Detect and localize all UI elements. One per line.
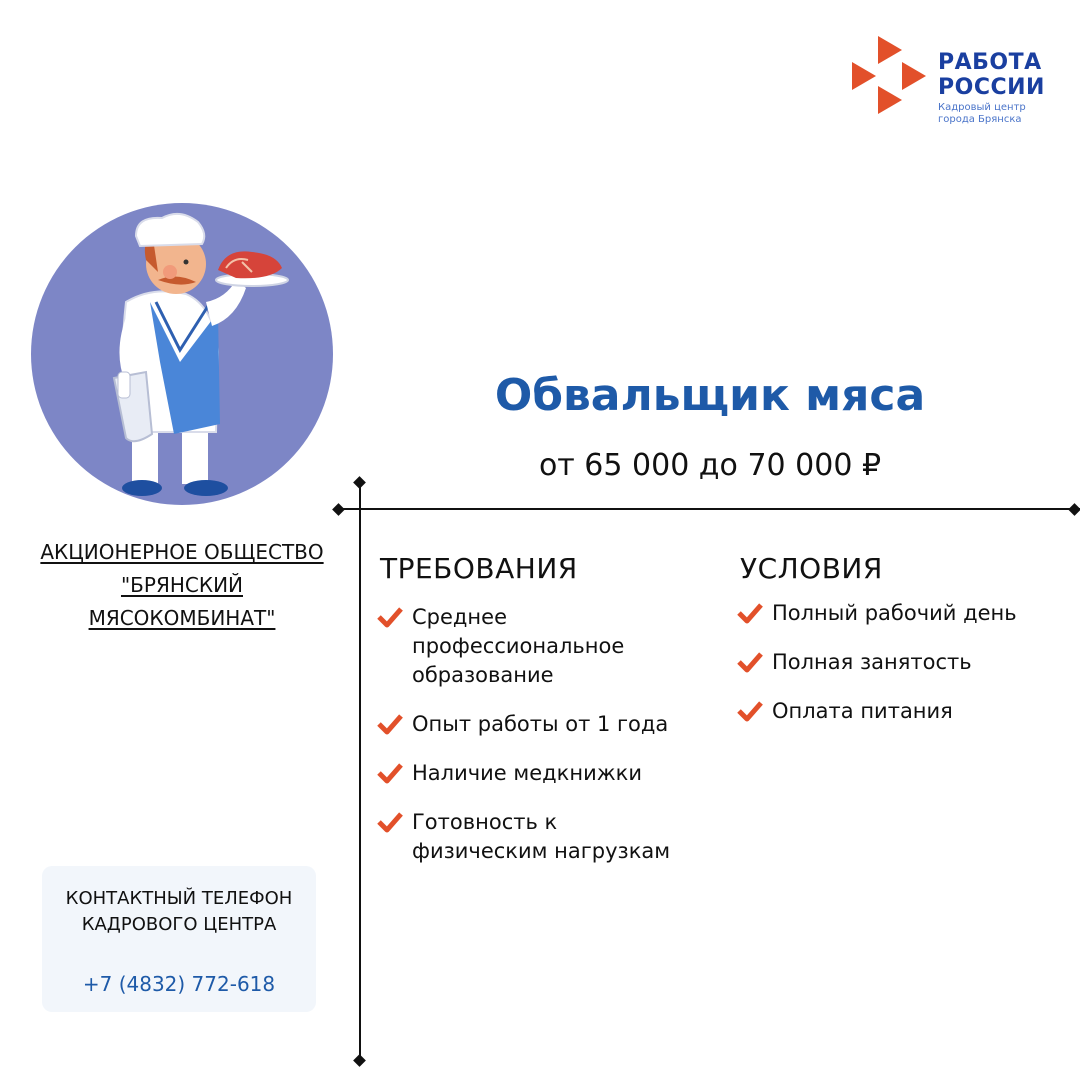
rabota-rossii-logo: [850, 34, 1060, 124]
checkmark-icon: [376, 761, 404, 785]
checkmark-icon: [376, 712, 404, 736]
checkmark-icon: [736, 650, 764, 674]
horizontal-divider: [338, 508, 1080, 510]
salary-range: от 65 000 до 70 000 ₽: [538, 448, 882, 483]
divider-endpoint: [353, 1054, 366, 1067]
logo-arrows-icon: [850, 34, 930, 114]
job-title: Обвальщик мяса: [494, 370, 926, 421]
requirements-list: [376, 603, 716, 886]
list-item: Наличие медкнижки: [376, 759, 716, 788]
divider-endpoint: [1068, 503, 1080, 516]
checkmark-icon: [376, 810, 404, 834]
list-item: Полная занятость: [736, 648, 1076, 677]
vertical-divider: [359, 482, 361, 1062]
contact-phone[interactable]: +7 (4832) 772-618: [82, 972, 276, 996]
checkmark-icon: [376, 605, 404, 629]
conditions-heading: УСЛОВИЯ: [740, 552, 883, 585]
checkmark-icon: [736, 699, 764, 723]
contact-title: КОНТАКТНЫЙ ТЕЛЕФОН КАДРОВОГО ЦЕНТРА: [65, 888, 293, 935]
list-item: Опыт работы от 1 года: [376, 710, 716, 739]
contact-card: [42, 866, 316, 1012]
list-item: Оплата питания: [736, 697, 1076, 726]
requirements-heading: ТРЕБОВАНИЯ: [380, 552, 578, 585]
checkmark-icon: [736, 601, 764, 625]
list-item: Готовность к физическим нагрузкам: [376, 808, 716, 866]
logo-title: РАБОТА РОССИИ: [938, 50, 1045, 100]
conditions-list: [736, 599, 1076, 746]
company-name[interactable]: АКЦИОНЕРНОЕ ОБЩЕСТВО "БРЯНСКИЙ МЯСОКОМБИНАТ": [40, 540, 324, 630]
logo-subtitle: Кадровый центр города Брянска: [938, 102, 1026, 125]
butcher-chef-illustration: [30, 202, 334, 506]
list-item: Среднее профессиональное образование: [376, 603, 716, 690]
list-item: Полный рабочий день: [736, 599, 1076, 628]
divider-endpoint: [332, 503, 345, 516]
